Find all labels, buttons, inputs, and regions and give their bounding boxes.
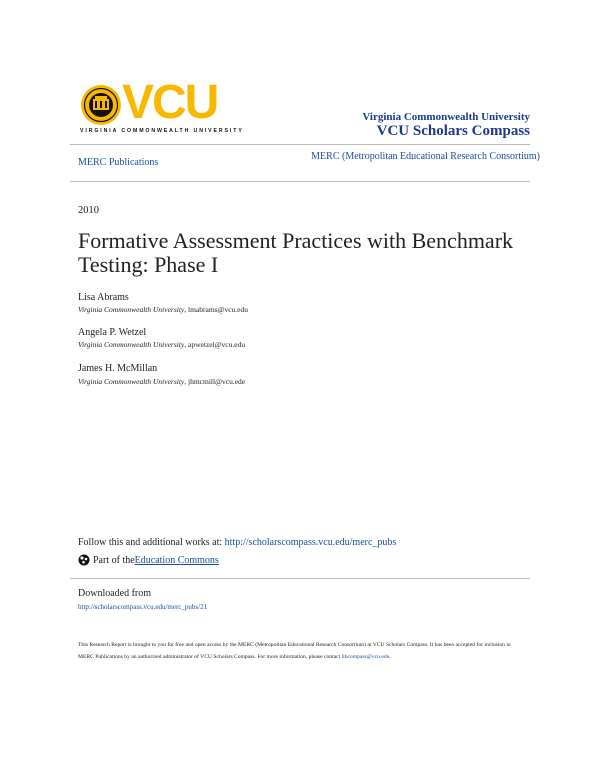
affiliation-separator: , [184,305,188,314]
follow-prefix: Follow this and additional works at: [78,537,225,548]
author-affiliation [78,340,245,349]
author-affiliation [78,305,248,314]
affiliation-text: Virginia Commonwealth University [78,305,185,314]
follow-link[interactable]: http://scholarscompass.vcu.edu/merc_pubs [224,537,397,548]
vcu-wordmark: VCU [122,76,218,129]
notice-end: . [389,653,391,660]
repository-name[interactable]: VCU Scholars Compass [376,123,530,139]
author-affiliation [78,377,245,386]
author-name: Lisa Abrams [78,292,129,303]
access-notice [78,640,523,663]
follow-line [78,537,396,548]
university-name[interactable]: Virginia Commonwealth University [362,111,530,123]
download-link[interactable]: http://scholarscompass.vcu.edu/merc_pubs/21 [78,603,208,611]
author-name: Angela P. Wetzel [78,327,147,338]
series-link-merc-consortium[interactable]: MERC (Metropolitan Educational Research Consortium) [311,151,540,162]
divider-top [70,144,530,145]
affiliation-separator: , [184,340,188,349]
series-link-merc-publications[interactable]: MERC Publications [78,157,159,168]
affiliation-text: Virginia Commonwealth University [78,377,185,386]
publication-year: 2010 [78,205,99,216]
author-email[interactable]: apwetzel@vcu.edu [188,340,246,349]
paper-title: Formative Assessment Practices with Benchmark Testing: Phase I [78,228,514,277]
part-of-line [78,554,219,566]
downloaded-label: Downloaded from [78,588,152,599]
education-commons-link[interactable]: Education Commons [134,554,219,566]
author-email[interactable]: jhmcmill@vcu.ede [188,377,246,386]
commons-network-icon [78,554,90,566]
notice-text: This Research Report is brought to you for free and open access by the MERC (Metropolitan Educational Research Consortium) at VCU Scholars Compass. It has been accepted for inclusion in MERC Publications by an authorized administrator of VCU Scholars Compass. For more information, please contact [78,642,511,660]
divider-series [70,181,530,182]
author-email[interactable]: lmabrams@vcu.edu [188,305,249,314]
divider-bottom [70,578,530,579]
affiliation-text: Virginia Commonwealth University [78,340,185,349]
affiliation-separator: , [184,377,188,386]
vcu-tagline: VIRGINIA COMMONWEALTH UNIVERSITY [80,128,244,134]
partof-prefix: Part of the [93,554,135,566]
author-name: James H. McMillan [78,363,158,374]
contact-email-link[interactable]: libcompass@vcu.edu [341,653,390,660]
